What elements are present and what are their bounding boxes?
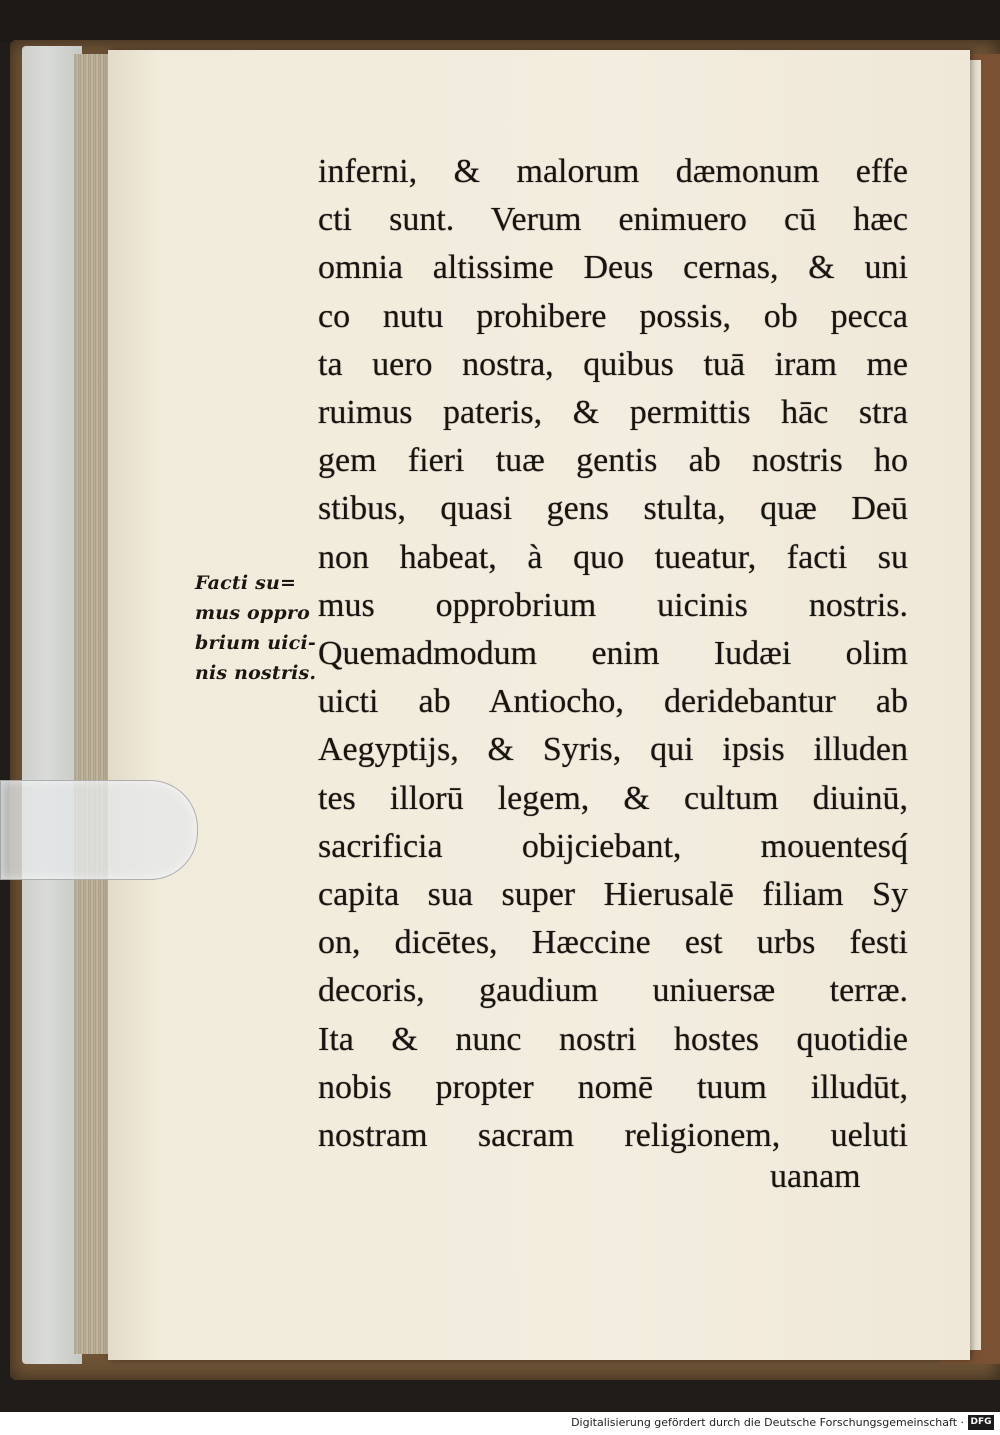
- text-line: ta uero nostra, quibus tuā iram me: [318, 345, 908, 383]
- text-line: decoris, gaudium uniuersæ terræ.: [318, 972, 908, 1010]
- text-line: tes illorū legem, & cultum diuinū,: [318, 779, 908, 817]
- text-line: nostram sacram religionem, ueluti: [318, 1117, 908, 1155]
- text-line: gem fieri tuæ gentis ab nostris ho: [318, 442, 908, 480]
- text-line: Aegyptijs, & Syris, qui ipsis illuden: [318, 731, 908, 769]
- margin-note-line: Facti su=: [195, 572, 297, 594]
- endpaper: [22, 46, 82, 1364]
- text-line: non habeat, à quo tueatur, facti su: [318, 538, 908, 576]
- text-line: stibus, quasi gens stulta, quæ Deū: [318, 490, 908, 528]
- text-line: co nutu prohibere possis, ob pecca: [318, 297, 908, 335]
- text-line: sacrificia obijciebant, mouentesq́: [318, 827, 908, 865]
- text-line: uicti ab Antiocho, deridebantur ab: [318, 683, 908, 721]
- main-text-block: [318, 148, 918, 1160]
- margin-note-line: mus oppro: [195, 602, 310, 624]
- text-line: mus opprobrium uicinis nostris.: [318, 586, 908, 624]
- text-line: nobis propter nomē tuum illudūt,: [318, 1068, 908, 1106]
- margin-note-line: nis nostris.: [195, 662, 317, 684]
- text-line: inferni, & malorum dæmonum effe: [318, 153, 908, 190]
- funding-credit: Digitalisierung gefördert durch die Deutsche Forschungsgemeinschaft ·: [571, 1416, 964, 1429]
- text-line: Ita & nunc nostri hostes quotidie: [318, 1020, 908, 1058]
- text-line: omnia altissime Deus cernas, & uni: [318, 249, 908, 287]
- page-holder-clip: [0, 780, 198, 880]
- scan-background: [0, 0, 1000, 42]
- text-line: capita sua super Hierusalē filiam Sy: [318, 876, 908, 914]
- text-line: on, dicētes, Hæccine est urbs festi: [318, 924, 908, 962]
- dfg-logo: DFG: [968, 1415, 994, 1430]
- text-line: ruimus pateris, & permittis hāc stra: [318, 394, 908, 432]
- text-line: cti sunt. Verum enimuero cū hæc: [318, 201, 908, 239]
- catchword: uanam: [770, 1158, 861, 1195]
- text-line: Quemadmodum enim Iudæi olim: [318, 635, 908, 673]
- margin-note: [195, 568, 325, 688]
- margin-note-line: brium uici-: [195, 632, 316, 654]
